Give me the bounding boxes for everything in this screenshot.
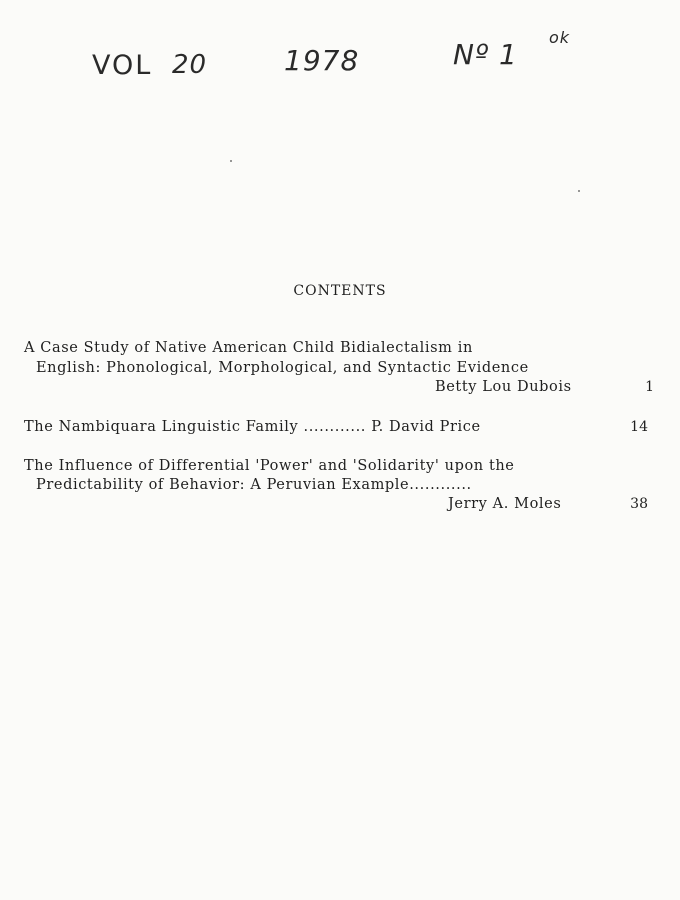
scan-speck (578, 190, 580, 192)
handwritten-vol: VOL (92, 50, 153, 81)
toc-entry-1-title-line1: A Case Study of Native American Child Bidialectalism in (24, 340, 473, 356)
toc-entry-3-page: 38 (630, 496, 648, 512)
toc-entry-2-title: The Nambiquara Linguistic Family ............ P. David Price (24, 419, 481, 435)
toc-entry-3-author: Jerry A. Moles (448, 496, 562, 512)
scan-speck (230, 160, 232, 162)
toc-entry-1-page: 1 (645, 379, 654, 395)
handwritten-issue-number: Nº 1 (453, 38, 518, 71)
toc-entry-2-page: 14 (630, 419, 648, 435)
toc-entry-3-title-line2: Predictability of Behavior: A Peruvian Example............ (36, 477, 472, 493)
toc-entry-1-author: Betty Lou Dubois (435, 379, 572, 395)
handwritten-year: 1978 (284, 44, 360, 77)
toc-entry-3-title-line1: The Influence of Differential 'Power' and 'Solidarity' upon the (24, 458, 515, 474)
contents-heading: CONTENTS (293, 283, 387, 299)
handwritten-ok-mark: ok (549, 28, 571, 47)
toc-entry-1-title-line2: English: Phonological, Morphological, and Syntactic Evidence (36, 360, 529, 376)
handwritten-volume-number: 20 (172, 50, 208, 80)
